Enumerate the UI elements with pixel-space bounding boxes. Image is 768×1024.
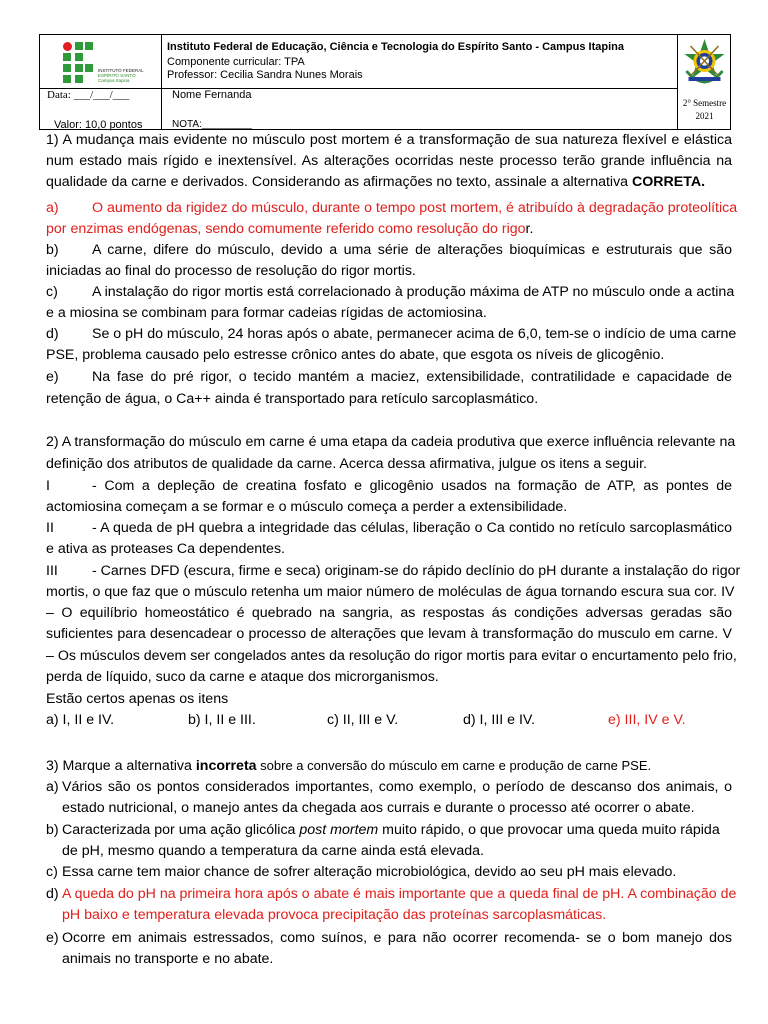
q1-stem-line: 1) A mudança mais evidente no músculo post mortem é a transformação de sua natureza flexível e elástica xyxy=(46,132,732,148)
professor-name: Professor: Cecilia Sandra Nunes Morais xyxy=(167,69,363,81)
q3-option-a: a) Vários são os pontos considerados importantes, como exemplo, o período de descanso dos animais, o xyxy=(46,779,732,795)
logo-dot xyxy=(63,42,72,51)
q1-option-c-cont: e a miosina se combinam para formar cadeias rígidas de actomiosina. xyxy=(46,305,487,321)
q3-option-e: e) Ocorre em animais estressados, como suínos, e para não ocorrer recomenda- se o bom manejo dos xyxy=(46,930,732,946)
q1-stem-line: num estado mais rígido e inextensível. As alterações ocorridas neste processo terão grande influência na xyxy=(46,153,732,169)
institution-logo xyxy=(40,35,161,88)
q2-item-i: I - Com a depleção de creatina fosfato e glicogênio usados na formação de ATP, as pontes de xyxy=(46,478,732,494)
logo-wordmark: INSTITUTO FEDERAL ESPÍRITO SANTO Campus Itapina xyxy=(98,68,144,83)
date-field: Data: ___/___/___ xyxy=(47,89,130,101)
q2-item-iv-cont: suficientes para desencadear o processo de alterações que levam à transformação do musculo em carne. V xyxy=(46,626,732,642)
q2-item-iii-cont: mortis, o que faz que o músculo retenha um maior número de moléculas de água tornando escura sua cor. IV xyxy=(46,584,735,600)
q2-option-e: e) III, IV e V. xyxy=(608,712,686,728)
q2-option-b: b) I, II e III. xyxy=(188,712,256,728)
q2-item-iv: – O equilíbrio homeostático é quebrado na sangria, as respostas ás condições adversas geradas são xyxy=(46,605,732,621)
q2-option-a: a) I, II e IV. xyxy=(46,712,115,728)
curricular-component: Componente curricular: TPA xyxy=(167,56,305,68)
q1-stem-line: qualidade da carne e derivados. Considerando as afirmações no texto, assinale a alternativa CORRETA. xyxy=(46,174,706,190)
q2-item-v: – Os músculos devem ser congelados antes da resolução do rigor mortis para evitar o encurtamento pelo frio, xyxy=(46,648,737,664)
exam-value: Valor: 10,0 pontos xyxy=(54,119,143,131)
q2-item-ii: II - A queda de pH quebra a integridade das células, liberação o Ca contido no retículo sarcoplasmático xyxy=(46,520,732,536)
q2-options xyxy=(46,710,732,731)
semester-label: 2° Semestre 2021 xyxy=(682,98,727,121)
grade-field: NOTA:_________ xyxy=(172,119,252,130)
institution-name: Instituto Federal de Educação, Ciência e Tecnologia do Espírito Santo - Campus Itapina xyxy=(167,41,624,53)
student-name: Nome Fernanda xyxy=(172,89,252,101)
q3-option-d: d) A queda do pH na primeira hora após o abate é mais importante que a queda final de pH. A combinação de xyxy=(46,886,737,902)
q2-stem-line: definição dos atributos de qualidade da carne. Acerca dessa afirmativa, julgue os itens a seguir. xyxy=(46,456,647,472)
q3-option-b: b) Caracterizada por uma ação glicólica post mortem muito rápido, o que provocar uma queda muito rápida xyxy=(46,822,720,838)
q1-option-a: a) O aumento da rigidez do músculo, durante o tempo post mortem, é atribuído à degradação proteolítica xyxy=(46,200,738,216)
header-divider xyxy=(161,35,162,129)
q2-item-i-cont: actomiosina começam a se formar e o músculo começa a perder a extensibilidade. xyxy=(46,499,568,515)
q1-option-b-cont: iniciadas ao final do processo de resolução do rigor mortis. xyxy=(46,263,416,279)
exam-header xyxy=(39,34,731,130)
q1-option-e: e) Na fase do pré rigor, o tecido mantém a maciez, extensibilidade, contratilidade e capacidade de xyxy=(46,369,732,385)
q2-stem-line: 2) A transformação do músculo em carne é uma etapa da cadeia produtiva que exerce influência relevante na xyxy=(46,434,736,450)
q1-option-c: c) A instalação do rigor mortis está correlacionado à produção máxima de ATP no músculo onde a actina xyxy=(46,284,735,300)
q2-item-ii-cont: e ativa as proteases Ca dependentes. xyxy=(46,541,285,557)
q2-item-v-cont: perda de líquido, suco da carne e ataque dos microrganismos. xyxy=(46,669,439,685)
q3-stem: 3) Marque a alternativa incorreta sobre a conversão do músculo em carne e produção de carne PSE. xyxy=(46,758,652,774)
q2-option-d: d) I, III e IV. xyxy=(463,712,536,728)
q1-option-d-cont: PSE, problema causado pelo estresse crônico antes do abate, que esgota os níveis de glicogênio. xyxy=(46,347,665,363)
incorrect-keyword: incorreta xyxy=(195,758,257,774)
q1-option-b: b) A carne, difere do músculo, devido a uma série de alterações bioquímicas e estruturais que são xyxy=(46,242,732,258)
q1-option-a-cont: por enzimas endógenas, sendo comumente referido como resolução do rigor. xyxy=(46,221,534,237)
q3-option-c: c) Essa carne tem maior chance de sofrer alteração microbiológica, devido ao seu pH mais elevado. xyxy=(46,864,677,880)
q2-item-iii: III - Carnes DFD (escura, firme e seca) originam-se do rápido declínio do pH durante a instalação do rigor xyxy=(46,563,741,579)
q2-option-c: c) II, III e V. xyxy=(327,712,399,728)
q1-option-d: d) Se o pH do músculo, 24 horas após o abate, permanecer acima de 6,0, tem-se o indício de uma carne xyxy=(46,326,737,342)
q2-prompt: Estão certos apenas os itens xyxy=(46,691,229,707)
brazil-coat-of-arms-icon xyxy=(677,35,732,88)
header-divider xyxy=(40,88,677,89)
correct-keyword: CORRETA. xyxy=(632,174,706,190)
q1-option-e-cont: retenção de água, o Ca++ ainda é transportado para retículo sarcoplasmático. xyxy=(46,391,539,407)
